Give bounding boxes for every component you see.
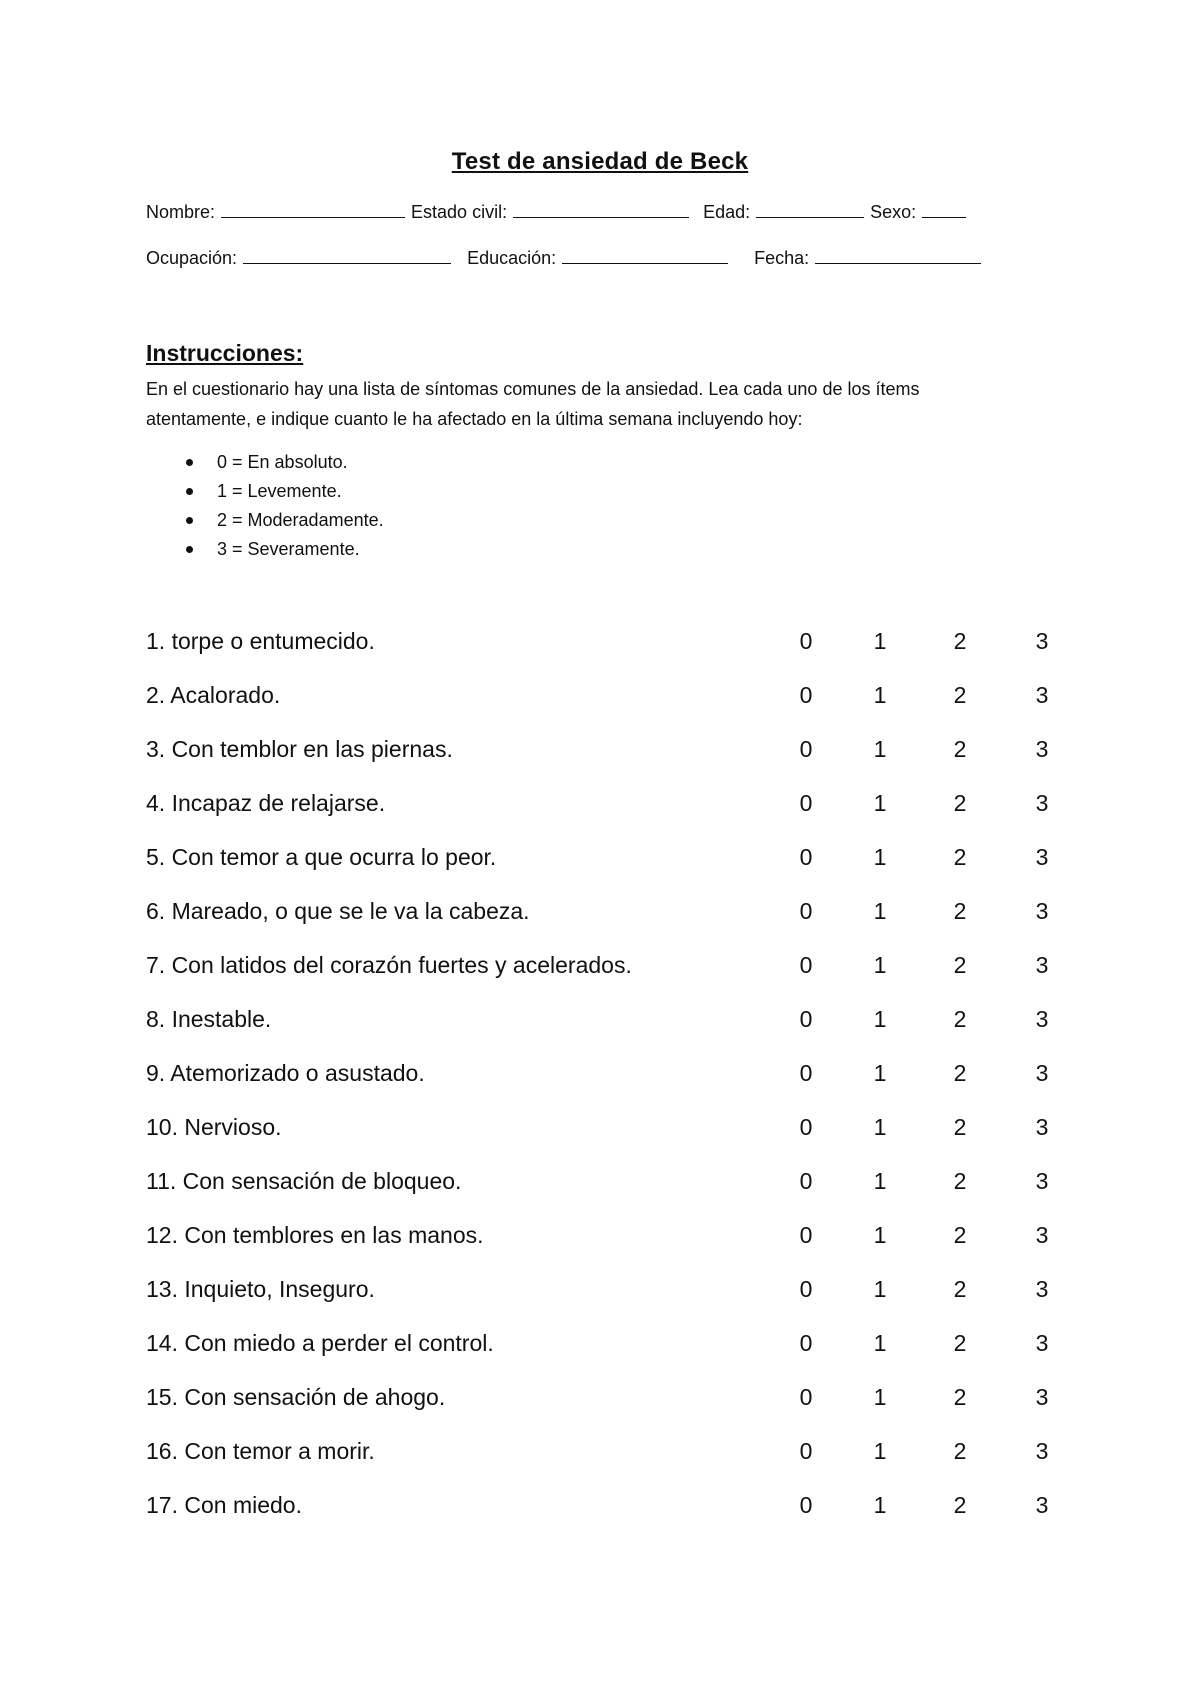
- questionnaire-item: [146, 628, 1066, 682]
- item-text: 11. Con sensación de bloqueo.: [146, 1168, 462, 1194]
- questionnaire-item: [146, 1384, 1066, 1438]
- rating-option-0[interactable]: 0: [799, 1438, 813, 1464]
- sexo-label: Sexo:: [870, 202, 917, 222]
- rating-option-2[interactable]: 2: [953, 1060, 967, 1086]
- item-text: 13. Inquieto, Inseguro.: [146, 1276, 375, 1302]
- sexo-blank[interactable]: [922, 203, 966, 218]
- questionnaire-item: [146, 790, 1066, 844]
- ocupacion-field[interactable]: [146, 248, 451, 269]
- rating-option-3[interactable]: 3: [1035, 898, 1049, 924]
- edad-blank[interactable]: [756, 203, 864, 218]
- rating-option-3[interactable]: 3: [1035, 844, 1049, 870]
- bullet-icon: [186, 459, 193, 466]
- item-text: 2. Acalorado.: [146, 682, 281, 708]
- rating-option-3[interactable]: 3: [1035, 1492, 1049, 1518]
- rating-option-3[interactable]: 3: [1035, 1222, 1049, 1248]
- rating-option-0[interactable]: 0: [799, 1222, 813, 1248]
- rating-option-1[interactable]: 1: [873, 1330, 887, 1356]
- rating-option-0[interactable]: 0: [799, 1492, 813, 1518]
- educacion-label: Educación:: [467, 248, 557, 268]
- estado-civil-blank[interactable]: [513, 203, 689, 218]
- rating-option-2[interactable]: 2: [953, 1276, 967, 1302]
- rating-option-2[interactable]: 2: [953, 1006, 967, 1032]
- item-text: 7. Con latidos del corazón fuertes y acelerados.: [146, 952, 632, 978]
- rating-option-0[interactable]: 0: [799, 1168, 813, 1194]
- rating-option-1[interactable]: 1: [873, 1276, 887, 1302]
- item-text: 4. Incapaz de relajarse.: [146, 790, 386, 816]
- bullet-icon: [186, 546, 193, 553]
- rating-option-1[interactable]: 1: [873, 1438, 887, 1464]
- rating-option-1[interactable]: 1: [873, 1222, 887, 1248]
- nombre-label: Nombre:: [146, 202, 216, 222]
- rating-option-1[interactable]: 1: [873, 736, 887, 762]
- edad-field[interactable]: [703, 202, 864, 223]
- questionnaire-item: [146, 1168, 1066, 1222]
- edad-label: Edad:: [703, 202, 751, 222]
- questionnaire-item: [146, 952, 1066, 1006]
- fecha-label: Fecha:: [754, 248, 810, 268]
- rating-scale-list: [186, 448, 384, 564]
- ocupacion-label: Ocupación:: [146, 248, 238, 268]
- item-text: 9. Atemorizado o asustado.: [146, 1060, 425, 1086]
- rating-option-2[interactable]: 2: [953, 1384, 967, 1410]
- rating-option-2[interactable]: 2: [953, 736, 967, 762]
- rating-option-1[interactable]: 1: [873, 1384, 887, 1410]
- item-text: 1. torpe o entumecido.: [146, 628, 375, 654]
- questionnaire-item: [146, 1114, 1066, 1168]
- questionnaire-item: [146, 1006, 1066, 1060]
- instructions-heading: Instrucciones:: [146, 340, 304, 366]
- rating-option-2[interactable]: 2: [953, 844, 967, 870]
- questionnaire-item: [146, 1330, 1066, 1384]
- rating-option-1[interactable]: 1: [873, 1114, 887, 1140]
- rating-option-3[interactable]: 3: [1035, 628, 1049, 654]
- nombre-blank[interactable]: [221, 203, 405, 218]
- rating-option-0[interactable]: 0: [799, 790, 813, 816]
- rating-option-1[interactable]: 1: [873, 1006, 887, 1032]
- rating-option-3[interactable]: 3: [1035, 1006, 1049, 1032]
- bullet-icon: [186, 488, 193, 495]
- scale-item: 3 = Severamente.: [186, 535, 384, 564]
- bullet-icon: [186, 517, 193, 524]
- questionnaire-item: [146, 898, 1066, 952]
- personal-info-row-1: [146, 202, 966, 228]
- rating-option-0[interactable]: 0: [799, 844, 813, 870]
- item-text: 3. Con temblor en las piernas.: [146, 736, 453, 762]
- rating-option-3[interactable]: 3: [1035, 1330, 1049, 1356]
- rating-option-3[interactable]: 3: [1035, 1384, 1049, 1410]
- personal-info-row-2: [146, 248, 981, 274]
- item-text: 12. Con temblores en las manos.: [146, 1222, 484, 1248]
- sexo-field[interactable]: [870, 202, 966, 223]
- item-text: 17. Con miedo.: [146, 1492, 302, 1518]
- rating-option-2[interactable]: 2: [953, 1222, 967, 1248]
- rating-option-2[interactable]: 2: [953, 1330, 967, 1356]
- questionnaire-item: [146, 844, 1066, 898]
- rating-option-2[interactable]: 2: [953, 790, 967, 816]
- rating-option-3[interactable]: 3: [1035, 1114, 1049, 1140]
- rating-option-3[interactable]: 3: [1035, 1060, 1049, 1086]
- educacion-field[interactable]: [467, 248, 728, 269]
- rating-option-1[interactable]: 1: [873, 1060, 887, 1086]
- rating-option-3[interactable]: 3: [1035, 682, 1049, 708]
- rating-option-3[interactable]: 3: [1035, 1276, 1049, 1302]
- rating-option-1[interactable]: 1: [873, 682, 887, 708]
- rating-option-3[interactable]: 3: [1035, 1168, 1049, 1194]
- rating-option-0[interactable]: 0: [799, 1006, 813, 1032]
- rating-option-1[interactable]: 1: [873, 844, 887, 870]
- rating-option-0[interactable]: 0: [799, 1384, 813, 1410]
- rating-option-1[interactable]: 1: [873, 1492, 887, 1518]
- educacion-blank[interactable]: [562, 249, 728, 264]
- rating-option-0[interactable]: 0: [799, 1276, 813, 1302]
- rating-option-2[interactable]: 2: [953, 952, 967, 978]
- rating-option-2[interactable]: 2: [953, 1438, 967, 1464]
- rating-option-0[interactable]: 0: [799, 736, 813, 762]
- rating-option-0[interactable]: 0: [799, 1114, 813, 1140]
- rating-option-0[interactable]: 0: [799, 898, 813, 924]
- rating-option-1[interactable]: 1: [873, 628, 887, 654]
- questionnaire-item: [146, 1438, 1066, 1492]
- rating-option-1[interactable]: 1: [873, 898, 887, 924]
- questionnaire-item: [146, 1276, 1066, 1330]
- ocupacion-blank[interactable]: [243, 249, 451, 264]
- item-text: 6. Mareado, o que se le va la cabeza.: [146, 898, 530, 924]
- rating-option-0[interactable]: 0: [799, 1330, 813, 1356]
- rating-option-2[interactable]: 2: [953, 1114, 967, 1140]
- rating-option-1[interactable]: 1: [873, 1168, 887, 1194]
- item-text: 15. Con sensación de ahogo.: [146, 1384, 446, 1410]
- item-text: 14. Con miedo a perder el control.: [146, 1330, 494, 1356]
- item-text: 8. Inestable.: [146, 1006, 272, 1032]
- rating-option-0[interactable]: 0: [799, 682, 813, 708]
- rating-option-0[interactable]: 0: [799, 952, 813, 978]
- questionnaire-item: [146, 1060, 1066, 1114]
- scale-item: 0 = En absoluto.: [186, 448, 384, 477]
- document-title: Test de ansiedad de Beck: [451, 148, 749, 175]
- rating-option-2[interactable]: 2: [953, 1168, 967, 1194]
- questionnaire-items: [146, 628, 1066, 1546]
- fecha-blank[interactable]: [815, 249, 981, 264]
- rating-option-2[interactable]: 2: [953, 682, 967, 708]
- rating-option-3[interactable]: 3: [1035, 736, 1049, 762]
- rating-option-2[interactable]: 2: [953, 1492, 967, 1518]
- rating-option-3[interactable]: 3: [1035, 952, 1049, 978]
- rating-option-2[interactable]: 2: [953, 628, 967, 654]
- rating-option-3[interactable]: 3: [1035, 1438, 1049, 1464]
- rating-option-3[interactable]: 3: [1035, 790, 1049, 816]
- fecha-field[interactable]: [754, 248, 981, 269]
- item-text: 16. Con temor a morir.: [146, 1438, 375, 1464]
- estado-civil-field[interactable]: [411, 202, 689, 223]
- scale-item: 1 = Levemente.: [186, 477, 384, 506]
- questionnaire-item: [146, 682, 1066, 736]
- questionnaire-item: [146, 736, 1066, 790]
- rating-option-0[interactable]: 0: [799, 1060, 813, 1086]
- nombre-field[interactable]: [146, 202, 405, 223]
- rating-option-1[interactable]: 1: [873, 952, 887, 978]
- item-text: 5. Con temor a que ocurra lo peor.: [146, 844, 497, 870]
- estado-civil-label: Estado civil:: [411, 202, 508, 222]
- questionnaire-item: [146, 1492, 1066, 1546]
- item-text: 10. Nervioso.: [146, 1114, 282, 1140]
- instructions-text: En el cuestionario hay una lista de síntomas comunes de la ansiedad. Lea cada uno de los ítems atentamente, e indique cuanto le ha afectado en la última semana incluyendo hoy:: [146, 379, 920, 429]
- rating-option-0[interactable]: 0: [799, 628, 813, 654]
- rating-option-1[interactable]: 1: [873, 790, 887, 816]
- scale-item: 2 = Moderadamente.: [186, 506, 384, 535]
- rating-option-2[interactable]: 2: [953, 898, 967, 924]
- questionnaire-item: [146, 1222, 1066, 1276]
